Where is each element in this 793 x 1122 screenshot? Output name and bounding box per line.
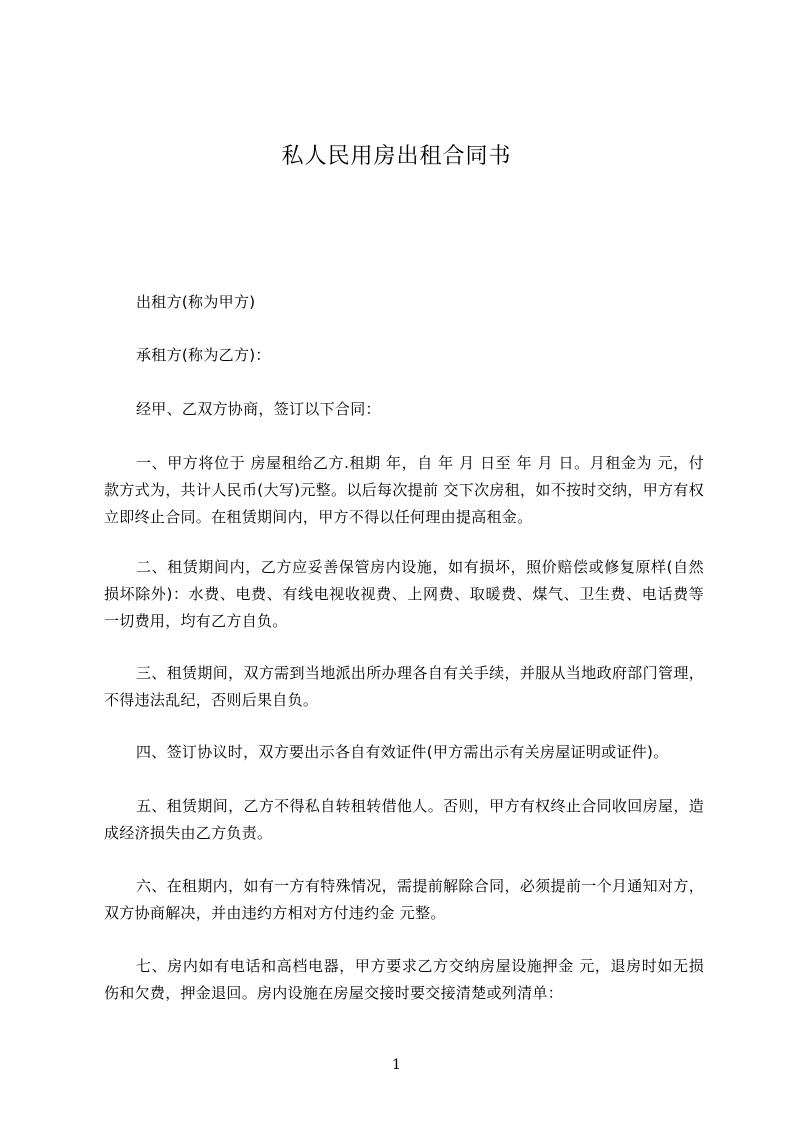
clause-2: 二、租赁期间内，乙方应妥善保管房内设施，如有损坏，照价赔偿或修复原样(自然损坏除外)：水费、电费、有线电视收视费、上网费、取暖费、煤气、卫生费、电话费等一切费用，均有乙方自负。 [104, 558, 704, 630]
contract-title: 私人民用房出租合同书 [281, 144, 512, 169]
clause-5: 五、租赁期间，乙方不得私自转租转借他人。否则，甲方有权终止合同收回房屋，造成经济损失由乙方负责。 [104, 797, 704, 842]
clause-4: 四、签订协议时，双方要出示各自有效证件(甲方需出示有关房屋证明或证件)。 [136, 743, 669, 761]
clause-3: 三、租赁期间，双方需到当地派出所办理各自有关手续，并服从当地政府部门管理，不得违法乱纪，否则后果自负。 [104, 664, 704, 709]
clause-7: 七、房内如有电话和高档电器，甲方要求乙方交纳房屋设施押金 元，退房时如无损伤和欠费，押金退回。房内设施在房屋交接时要交接清楚或列清单： [104, 957, 704, 1002]
lessor-line: 出租方(称为甲方) [136, 293, 256, 311]
clause-6: 六、在租期内，如有一方有特殊情况，需提前解除合同，必须提前一个月通知对方，双方协商解决，并由违约方相对方付违约金 元整。 [104, 877, 704, 922]
lessee-line: 承租方(称为乙方)： [136, 346, 271, 364]
intro-paragraph: 经甲、乙双方协商，签订以下合同： [136, 400, 381, 418]
clause-1: 一、甲方将位于 房屋租给乙方.租期 年，自 年 月 日至 年 月 日。月租金为 元，付款方式为，共计人民币(大写)元整。以后每次提前 交下次房租，如不按时交纳，甲方有权立即终止合同。在租赁期间内，甲方不得以任何理由提高租金。 [104, 454, 704, 526]
page-number: 1 [392, 1057, 401, 1073]
